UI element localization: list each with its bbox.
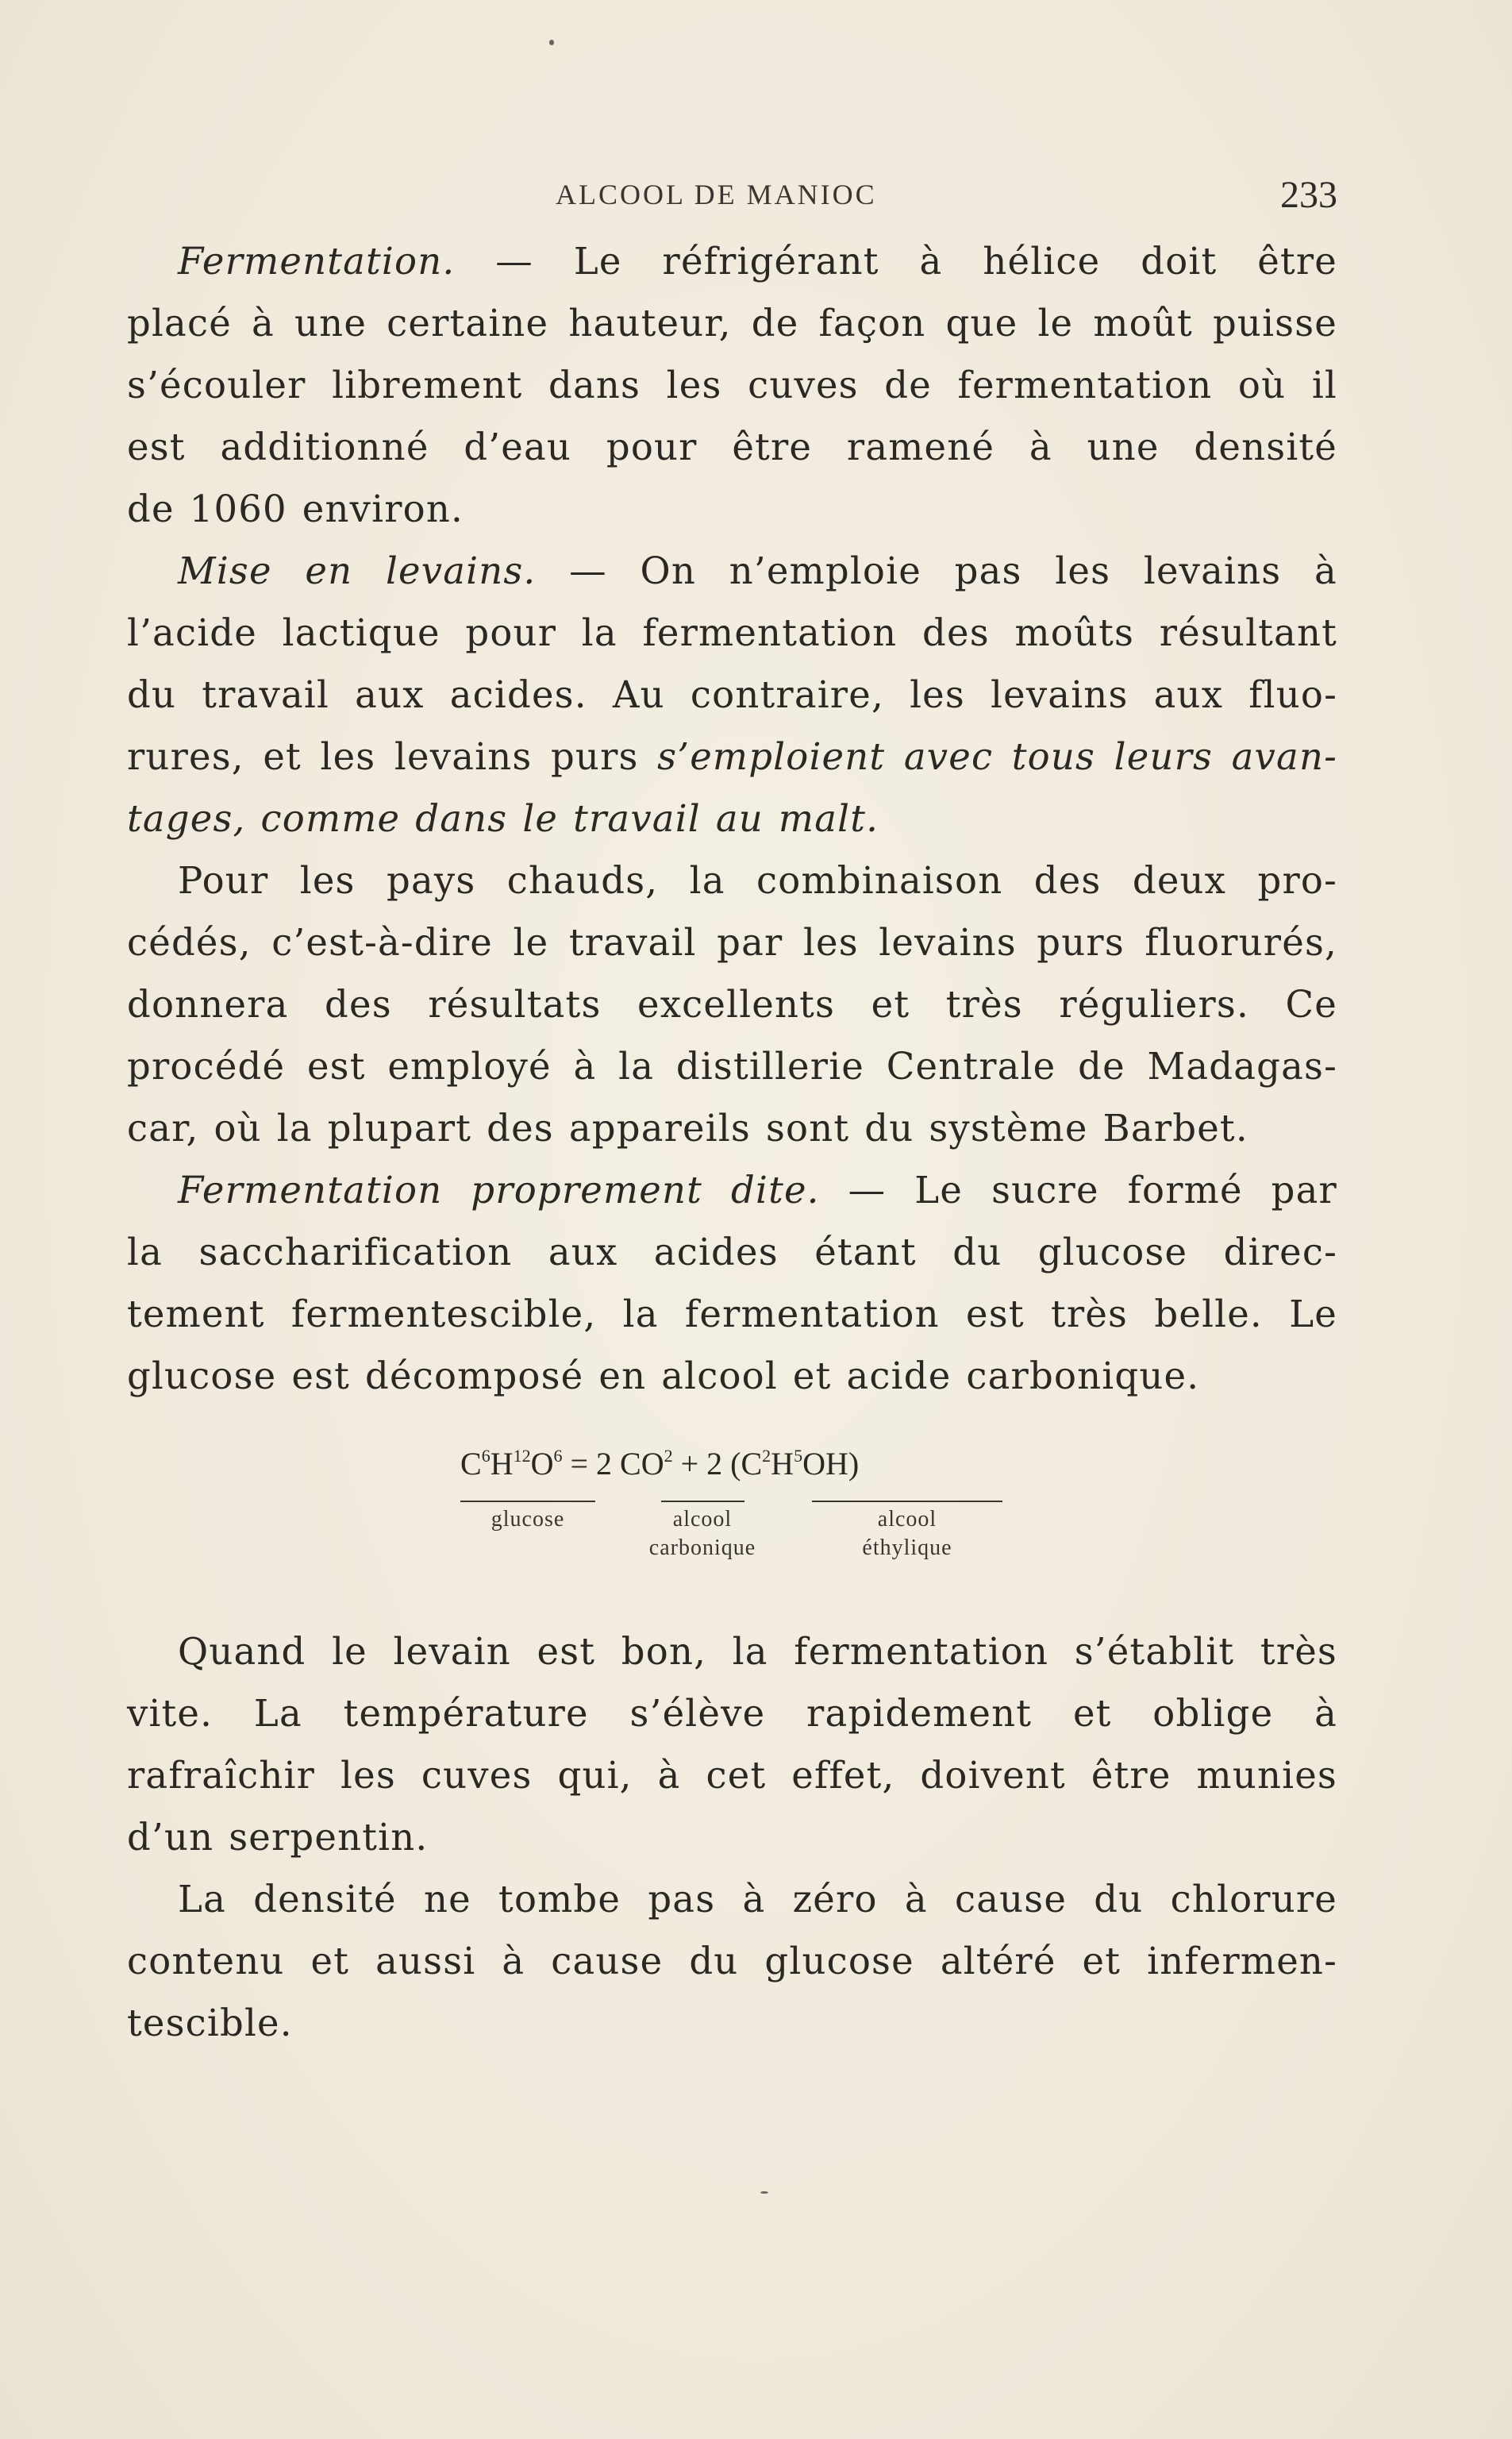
text-line: La densité ne tombe pas à zéro à cause du chlorure bbox=[178, 1878, 1337, 1921]
text-line: placé à une certaine hauteur, de façon que le moût puisse bbox=[127, 302, 1337, 345]
formula-subscript: 6 bbox=[481, 1446, 491, 1466]
text-line: Quand le levain est bon, la fermentation s’établit très bbox=[178, 1630, 1337, 1673]
text-line bbox=[127, 726, 1337, 788]
page-number: 233 bbox=[1280, 174, 1337, 216]
paper-speck bbox=[760, 2191, 768, 2194]
formula-text: C bbox=[460, 1446, 482, 1482]
text-line: rafraîchir les cuves qui, à cet effet, doivent être munies bbox=[127, 1754, 1337, 1797]
text-line: glucose est décomposé en alcool et acide carbonique. bbox=[127, 1354, 1200, 1397]
formula-text: 2 (C bbox=[706, 1446, 763, 1482]
formula-subscript: 2 bbox=[664, 1446, 673, 1466]
formula-subscript: 6 bbox=[553, 1446, 563, 1466]
formula-subscript: 2 bbox=[762, 1446, 771, 1466]
label-glucose bbox=[460, 1505, 595, 1534]
equation-line bbox=[460, 1445, 859, 1482]
text-line: tement fermentescible, la fermentation est très belle. Le bbox=[127, 1293, 1337, 1335]
plus-sign: + bbox=[672, 1446, 707, 1482]
section-heading: Fermentation proprement dite. bbox=[178, 1169, 820, 1212]
label-ethanol bbox=[812, 1505, 1002, 1562]
label-text: glucose bbox=[491, 1507, 565, 1532]
text-fragment: — Le réfrigérant à hélice doit être bbox=[455, 240, 1337, 283]
text-line bbox=[127, 230, 1337, 292]
text-line: d’un serpentin. bbox=[127, 1816, 429, 1859]
formula-subscript: 5 bbox=[794, 1446, 803, 1466]
label-text: alcool bbox=[877, 1507, 937, 1532]
text-line: Pour les pays chauds, la combinaison des deux pro- bbox=[178, 859, 1337, 902]
text-line bbox=[127, 1159, 1337, 1221]
section-heading: Mise en levains. bbox=[178, 549, 537, 592]
label-carbon-dioxide bbox=[619, 1505, 786, 1562]
chemical-equation bbox=[460, 1445, 1016, 1572]
text-line: la saccharification aux acides étant du glucose direc- bbox=[127, 1231, 1337, 1273]
formula-text: 2 CO bbox=[596, 1446, 664, 1482]
text-line: tages, comme dans le travail au malt. bbox=[127, 797, 879, 840]
text-line: est additionné d’eau pour être ramené à une densité bbox=[127, 426, 1337, 468]
formula-text: H bbox=[490, 1446, 514, 1482]
text-fragment: — Le sucre formé par bbox=[819, 1169, 1337, 1212]
paper-speck bbox=[549, 40, 554, 45]
text-line bbox=[127, 540, 1337, 602]
equals-sign: = bbox=[562, 1446, 597, 1482]
formula-text: O bbox=[530, 1446, 554, 1482]
text-line: procédé est employé à la distillerie Centrale de Madagas- bbox=[127, 1045, 1337, 1088]
underbrace-ethanol bbox=[812, 1501, 1002, 1502]
main-text bbox=[127, 230, 1337, 1407]
text-line: vite. La température s’élève rapidement et oblige à bbox=[127, 1692, 1337, 1735]
text-line: contenu et aussi à cause du glucose altéré et infermen- bbox=[127, 1940, 1337, 1982]
formula-text: OH) bbox=[802, 1446, 860, 1482]
underbrace-glucose bbox=[460, 1501, 595, 1502]
formula-text: H bbox=[771, 1446, 794, 1482]
text-fragment: rures, et les levains purs bbox=[127, 735, 658, 778]
text-line: de 1060 environ. bbox=[127, 487, 464, 530]
text-line: cédés, c’est-à-dire le travail par les levains purs fluorurés, bbox=[127, 921, 1337, 964]
italic-fragment: s’emploient avec tous leurs avan- bbox=[657, 735, 1338, 778]
formula-subscript: 12 bbox=[513, 1446, 531, 1466]
text-line: car, où la plupart des appareils sont du système Barbet. bbox=[127, 1107, 1248, 1150]
text-line: s’écouler librement dans les cuves de fermentation où il bbox=[127, 364, 1337, 406]
underbrace-co2 bbox=[661, 1501, 744, 1502]
label-text: éthylique bbox=[862, 1535, 952, 1560]
label-text: carbonique bbox=[648, 1535, 756, 1560]
section-heading: Fermentation. bbox=[178, 240, 456, 283]
running-title: ALCOOL DE MANIOC bbox=[556, 179, 877, 210]
lower-text bbox=[127, 1620, 1337, 2054]
text-line: l’acide lactique pour la fermentation des moûts résultant bbox=[127, 611, 1337, 654]
text-fragment: — On n’emploie pas les levains à bbox=[536, 549, 1337, 592]
text-line: donnera des résultats excellents et très réguliers. Ce bbox=[127, 983, 1337, 1026]
text-line: tescible. bbox=[127, 2002, 293, 2044]
text-line: du travail aux acides. Au contraire, les levains aux fluo- bbox=[127, 673, 1337, 716]
label-text: alcool bbox=[672, 1507, 733, 1532]
